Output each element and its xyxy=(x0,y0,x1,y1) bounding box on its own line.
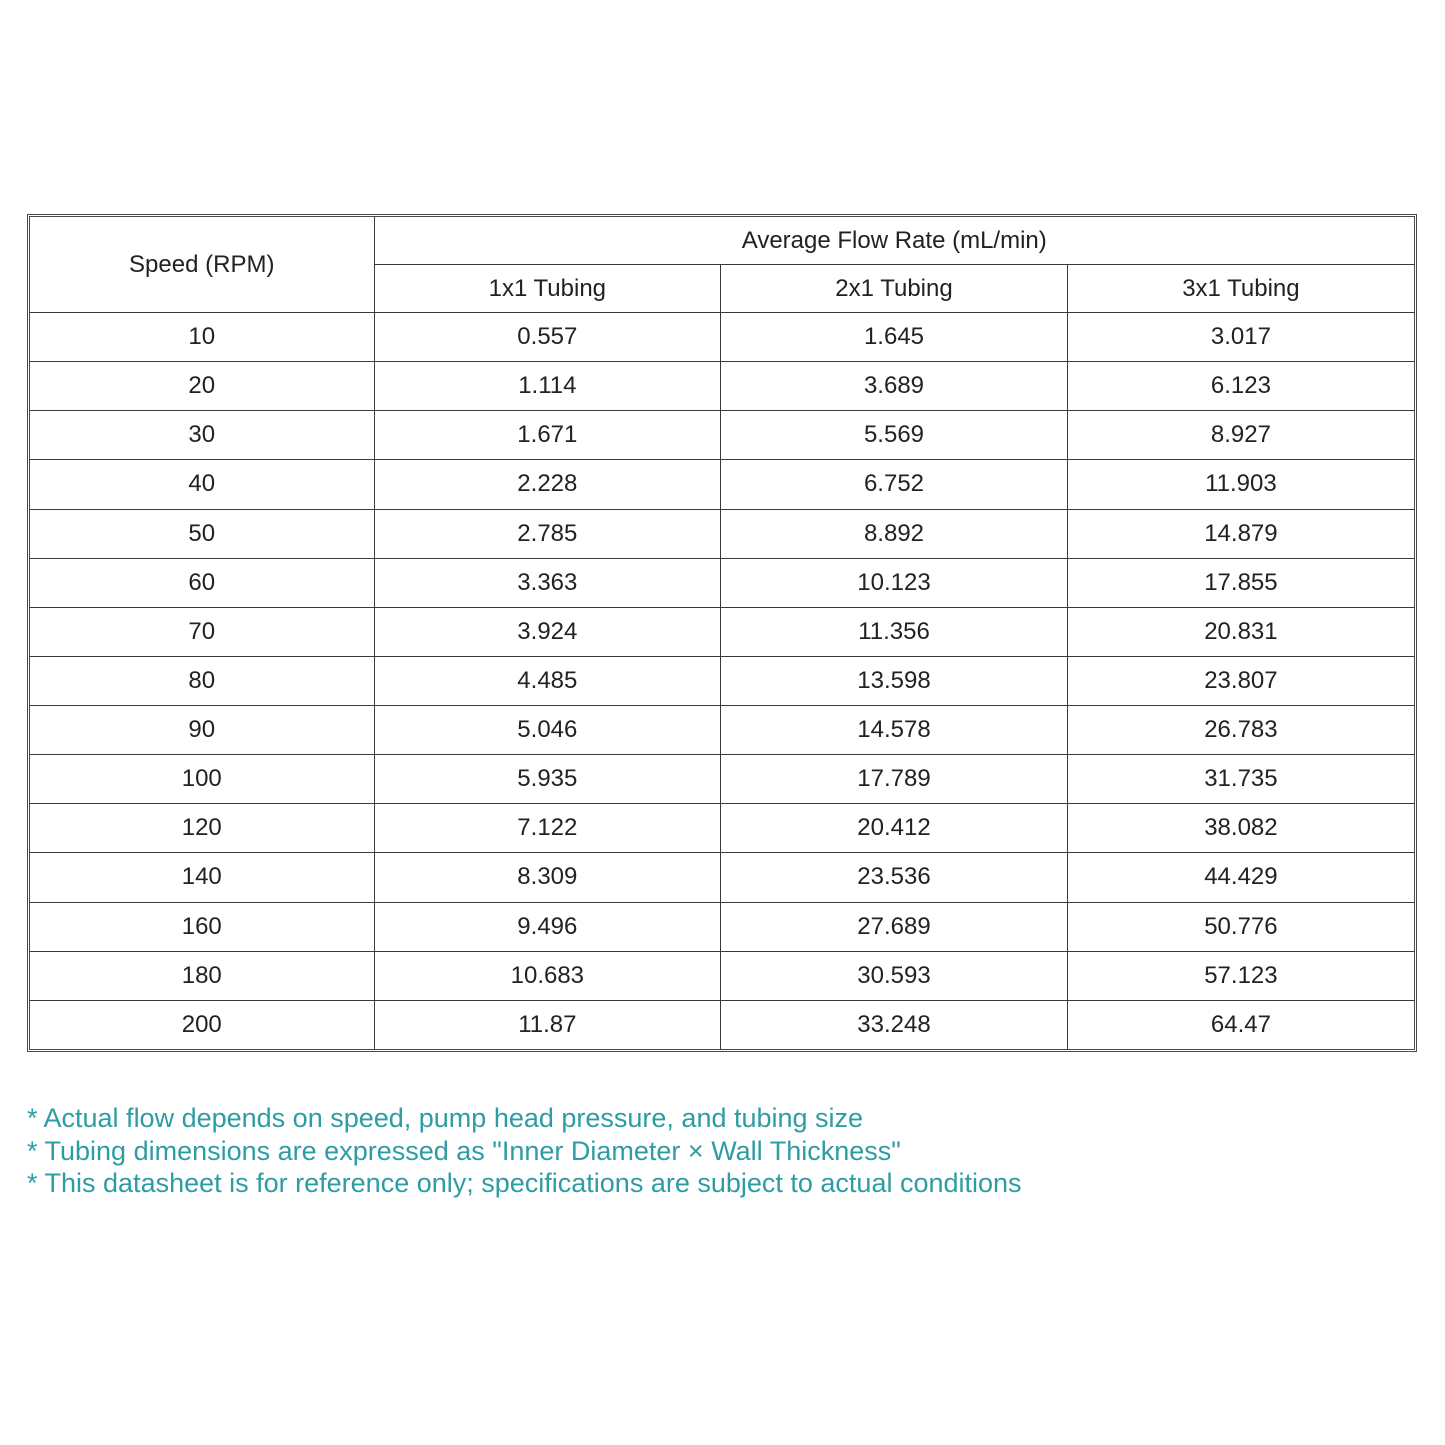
flow-3x1-cell: 38.082 xyxy=(1067,804,1414,853)
flow-2x1-cell: 5.569 xyxy=(721,411,1068,460)
flow-2x1-cell: 10.123 xyxy=(721,558,1068,607)
flow-1x1-cell: 11.87 xyxy=(374,1000,721,1049)
speed-cell: 40 xyxy=(30,460,374,509)
flow-3x1-cell: 23.807 xyxy=(1067,656,1414,705)
table-row xyxy=(30,804,1414,853)
table-row xyxy=(30,607,1414,656)
table-row xyxy=(30,902,1414,951)
table-row xyxy=(30,509,1414,558)
notes-section xyxy=(27,1102,1022,1200)
flow-1x1-cell: 7.122 xyxy=(374,804,721,853)
flow-3x1-cell: 31.735 xyxy=(1067,755,1414,804)
note-line: * Tubing dimensions are expressed as "Inner Diameter × Wall Thickness" xyxy=(27,1135,901,1166)
flow-1x1-cell: 1.671 xyxy=(374,411,721,460)
speed-cell: 50 xyxy=(30,509,374,558)
table-row xyxy=(30,460,1414,509)
flow-2x1-cell: 27.689 xyxy=(721,902,1068,951)
speed-cell: 70 xyxy=(30,607,374,656)
table-row xyxy=(30,853,1414,902)
speed-cell: 140 xyxy=(30,853,374,902)
flow-1x1-cell: 5.935 xyxy=(374,755,721,804)
flow-3x1-cell: 3.017 xyxy=(1067,313,1414,362)
table-row xyxy=(30,411,1414,460)
speed-header: Speed (RPM) xyxy=(30,217,374,313)
tubing-header-1x1: 1x1 Tubing xyxy=(374,265,721,313)
table-row xyxy=(30,656,1414,705)
header-row-top xyxy=(30,217,1414,265)
tubing-header-3x1: 3x1 Tubing xyxy=(1067,265,1414,313)
flow-3x1-cell: 14.879 xyxy=(1067,509,1414,558)
flow-1x1-cell: 0.557 xyxy=(374,313,721,362)
speed-cell: 100 xyxy=(30,755,374,804)
note-line: * This datasheet is for reference only; specifications are subject to actual conditions xyxy=(27,1168,1022,1198)
speed-cell: 30 xyxy=(30,411,374,460)
flow-1x1-cell: 2.228 xyxy=(374,460,721,509)
flow-2x1-cell: 1.645 xyxy=(721,313,1068,362)
flow-2x1-cell: 30.593 xyxy=(721,951,1068,1000)
note-line: * Actual flow depends on speed, pump head pressure, and tubing size xyxy=(27,1103,864,1133)
flow-3x1-cell: 17.855 xyxy=(1067,558,1414,607)
flow-1x1-cell: 4.485 xyxy=(374,656,721,705)
flow-2x1-cell: 23.536 xyxy=(721,853,1068,902)
flow-1x1-cell: 8.309 xyxy=(374,853,721,902)
flow-1x1-cell: 5.046 xyxy=(374,706,721,755)
speed-cell: 200 xyxy=(30,1000,374,1049)
flow-3x1-cell: 64.47 xyxy=(1067,1000,1414,1049)
flow-1x1-cell: 3.924 xyxy=(374,607,721,656)
tubing-header-2x1: 2x1 Tubing xyxy=(721,265,1068,313)
flow-1x1-cell: 2.785 xyxy=(374,509,721,558)
speed-cell: 90 xyxy=(30,706,374,755)
table-row xyxy=(30,558,1414,607)
flow-rate-table-container xyxy=(27,214,1417,1052)
speed-cell: 20 xyxy=(30,362,374,411)
table-row xyxy=(30,1000,1414,1049)
flow-3x1-cell: 50.776 xyxy=(1067,902,1414,951)
flow-3x1-cell: 26.783 xyxy=(1067,706,1414,755)
table-row xyxy=(30,755,1414,804)
flow-3x1-cell: 6.123 xyxy=(1067,362,1414,411)
flow-3x1-cell: 20.831 xyxy=(1067,607,1414,656)
flow-rate-header: Average Flow Rate (mL/min) xyxy=(374,217,1414,265)
flow-2x1-cell: 11.356 xyxy=(721,607,1068,656)
table-row xyxy=(30,951,1414,1000)
table-row xyxy=(30,313,1414,362)
speed-cell: 180 xyxy=(30,951,374,1000)
flow-2x1-cell: 20.412 xyxy=(721,804,1068,853)
flow-1x1-cell: 10.683 xyxy=(374,951,721,1000)
flow-2x1-cell: 6.752 xyxy=(721,460,1068,509)
flow-rate-table xyxy=(30,217,1414,1049)
flow-2x1-cell: 3.689 xyxy=(721,362,1068,411)
speed-cell: 120 xyxy=(30,804,374,853)
flow-2x1-cell: 14.578 xyxy=(721,706,1068,755)
speed-cell: 10 xyxy=(30,313,374,362)
speed-cell: 60 xyxy=(30,558,374,607)
flow-3x1-cell: 8.927 xyxy=(1067,411,1414,460)
flow-3x1-cell: 57.123 xyxy=(1067,951,1414,1000)
flow-2x1-cell: 17.789 xyxy=(721,755,1068,804)
flow-3x1-cell: 11.903 xyxy=(1067,460,1414,509)
flow-1x1-cell: 3.363 xyxy=(374,558,721,607)
flow-2x1-cell: 8.892 xyxy=(721,509,1068,558)
table-body xyxy=(30,313,1414,1050)
speed-cell: 80 xyxy=(30,656,374,705)
speed-cell: 160 xyxy=(30,902,374,951)
flow-3x1-cell: 44.429 xyxy=(1067,853,1414,902)
flow-2x1-cell: 13.598 xyxy=(721,656,1068,705)
flow-1x1-cell: 9.496 xyxy=(374,902,721,951)
flow-1x1-cell: 1.114 xyxy=(374,362,721,411)
table-row xyxy=(30,706,1414,755)
flow-2x1-cell: 33.248 xyxy=(721,1000,1068,1049)
table-row xyxy=(30,362,1414,411)
